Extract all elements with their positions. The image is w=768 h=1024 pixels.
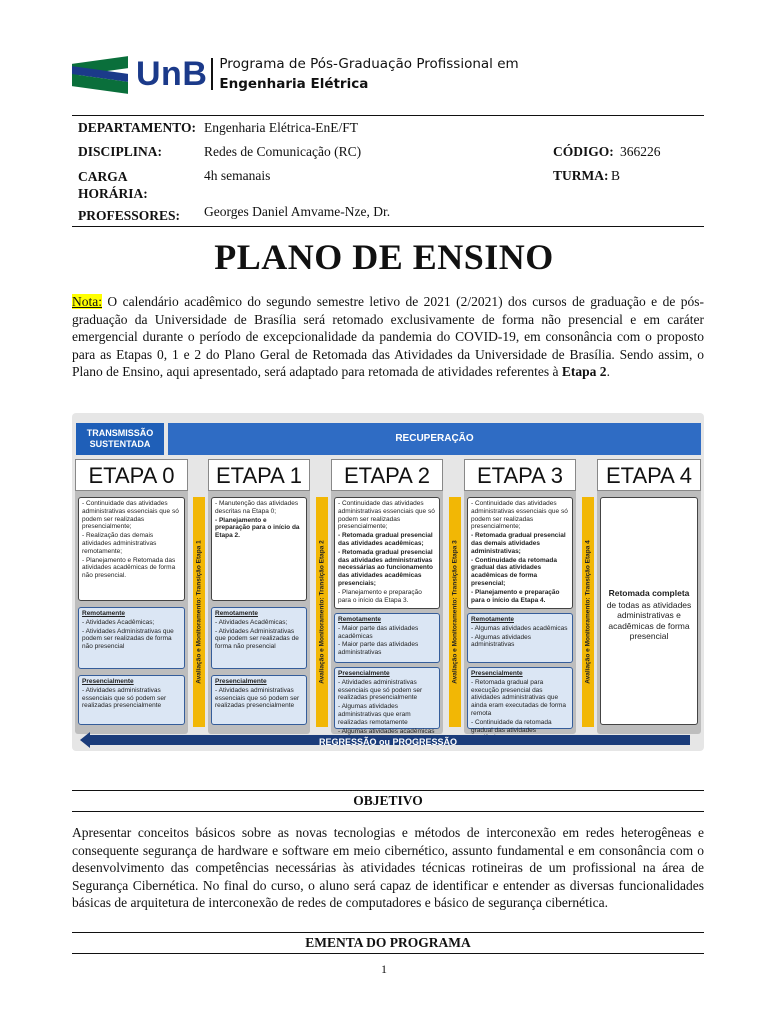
departamento-label: DEPARTAMENTO:	[78, 120, 197, 135]
etapa-4-title: ETAPA 4	[597, 459, 701, 491]
etapa-2-remoto: Remotamente - Maior parte das atividades acadêmicas - Maior parte das atividades administrativas	[334, 613, 440, 663]
objetivo-heading: OBJETIVO	[72, 790, 704, 812]
program-line-1: Programa de Pós-Graduação Profissional em	[219, 56, 519, 72]
etapa-1-presencial: Presencialmente - Atividades administrativas essenciais que só podem ser realizadas presencialmente	[211, 675, 307, 725]
etapa-0-column	[75, 459, 188, 734]
row-carga	[72, 164, 704, 202]
etapa-1-remoto: Remotamente - Atividades Acadêmicas; - Atividades Administrativas que podem ser realizadas de forma não presencial	[211, 607, 307, 669]
transicao-2-bar: Avaliação e Monitoramento: Transição Etapa 2	[316, 497, 328, 727]
page-title: PLANO DE ENSINO	[214, 237, 554, 277]
carga-label: CARGA HORÁRIA:	[78, 169, 148, 201]
carga-value: 4h semanais	[204, 168, 271, 183]
etapa-3-remoto: Remotamente - Algumas atividades acadêmicas - Algumas atividades administrativas	[467, 613, 573, 663]
etapa-0-presencial: Presencialmente - Atividades administrativas essenciais que só podem ser realizadas presencialmente	[78, 675, 185, 725]
turma-label: TURMA:	[553, 168, 609, 183]
disciplina-label: DISCIPLINA:	[78, 144, 163, 159]
transicao-4-bar: Avaliação e Monitoramento: Transição Etapa 4	[582, 497, 594, 727]
codigo-value: 366226	[620, 144, 661, 159]
professores-label: PROFESSORES:	[78, 208, 181, 223]
etapa-1-title: ETAPA 1	[208, 459, 310, 491]
page-number: 1	[381, 962, 387, 976]
turma-value: B	[611, 168, 621, 183]
etapa-3-actions: - Continuidade das atividades administrativas essenciais que só podem ser realizadas presencialmente; - Retomada gradual presencial das demais atividades administrativas; - Continuidade da retomada gradual das atividades acadêmicas de forma presencial; - Planejamento e preparação para o início da Etapa 4.	[467, 497, 573, 609]
nota-text: O calendário acadêmico do segundo semestre letivo de 2021 (2/2021) dos cursos de graduação e de pós-graduação da Universidade de Brasília será retomado exclusivamente de forma não presencial e em caráter emergencial durante o período de excepcionalidade da pandemia do COVID-19, em consonância com o proposto para as Etapas 0, 1 e 2 do Plano Geral de Retomada das Atividades da Universidade de Brasília. Sendo assim, o Plano de Ensino, aqui apresentado, será adaptado para retomada de atividades referentes à	[72, 294, 704, 380]
regressao-label: REGRESSÃO ou PROGRESSÃO	[318, 737, 458, 747]
recuperacao-banner: RECUPERAÇÃO	[168, 423, 701, 455]
row-professores	[72, 202, 704, 226]
etapa-3-column	[464, 459, 576, 734]
logo-divider	[211, 58, 213, 90]
etapa-4-actions: Retomada completa de todas as atividades administrativas e acadêmicas de forma presencial	[600, 497, 698, 725]
etapa-3-presencial: Presencialmente - Retomada gradual para execução presencial das atividades administrativas que ainda eram executadas de forma remota - Continuidade da retomada gradual das atividades	[467, 667, 573, 729]
nota-bold-end: Etapa 2	[561, 364, 607, 380]
etapa-0-title: ETAPA 0	[75, 459, 188, 491]
etapa-3-title: ETAPA 3	[464, 459, 576, 491]
logo-text: UnB	[136, 54, 208, 93]
etapa-1-column	[208, 459, 310, 734]
program-name	[219, 54, 518, 94]
unb-logo-icon	[72, 56, 128, 92]
etapa-2-actions: - Continuidade das atividades administrativas essenciais que só podem ser realizadas presencialmente; - Retomada gradual presencial das atividades acadêmicas; - Retomada gradual presencial das atividades administrativas necessárias ao funcionamento das atividades acadêmicas presenciais; - Planejamento e preparação para o início da Etapa 3.	[334, 497, 440, 609]
codigo-label: CÓDIGO:	[553, 144, 614, 159]
nota-label: Nota:	[72, 294, 102, 309]
objetivo-text: Apresentar conceitos básicos sobre as novas tecnologias e métodos de interconexão em redes heterogêneas e consequente segurança de hardware e software em meio cibernético, assunto fundamental e em consonância com o desenvolvimento das competências necessárias às atividades técnicas rotineiras de um profissional na área de Segurança Cibernética. No final do curso, o aluno será capaz de identificar e entender as diversas funcionalidades básicas de arquitetura de interconexão de redes de computadores e básico de segurança cibernética.	[72, 825, 704, 911]
row-disciplina	[72, 140, 704, 164]
departamento-value: Engenharia Elétrica-EnE/FT	[204, 120, 359, 135]
etapa-0-actions: - Continuidade das atividades administrativas essenciais que só podem ser realizadas presencialmente; - Realização das demais atividades administrativas remotamente; - Planejamento e Retomada das atividades acadêmicas de forma não presencial.	[78, 497, 185, 601]
etapa-2-presencial: Presencialmente - Atividades administrativas essenciais que só podem ser realizadas presencialmente - Algumas atividades administrativas que eram realizadas remotamente - Algumas atividades acadêmicas	[334, 667, 440, 729]
professores-value: Georges Daniel Amvame-Nze, Dr.	[204, 204, 391, 219]
etapa-2-column	[331, 459, 443, 734]
ementa-heading: EMENTA DO PROGRAMA	[72, 932, 704, 954]
page-header	[72, 52, 519, 96]
etapa-0-remoto: Remotamente - Atividades Acadêmicas; - Atividades Administrativas que podem ser realizadas de forma não presencial	[78, 607, 185, 669]
transmissao-banner: TRANSMISSÃO SUSTENTADA	[76, 423, 164, 455]
etapa-1-actions: - Manutenção das atividades descritas na Etapa 0; - Planejamento e preparação para o início da Etapa 2.	[211, 497, 307, 601]
nota-paragraph: Nota: O calendário acadêmico do segundo semestre letivo de 2021 (2/2021) dos cursos de graduação e de pós-graduação da Universidade de Brasília será retomado exclusivamente de forma não presencial e em caráter emergencial durante o período de excepcionalidade da pandemia do COVID-19, em consonância com o proposto para as Etapas 0, 1 e 2 do Plano Geral de Retomada das Atividades da Universidade de Brasília. Sendo assim, o Plano de Ensino, aqui apresentado, será adaptado para retomada de atividades referentes à Etapa 2.	[72, 294, 704, 380]
course-info-table	[72, 115, 704, 227]
etapas-infographic	[72, 413, 704, 751]
transicao-1-bar: Avaliação e Monitoramento: Transição Etapa 1	[193, 497, 205, 727]
row-departamento	[72, 116, 704, 140]
transicao-3-bar: Avaliação e Monitoramento: Transição Etapa 3	[449, 497, 461, 727]
disciplina-value: Redes de Comunicação (RC)	[204, 144, 362, 159]
etapa-4-column	[597, 459, 701, 734]
etapa-2-title: ETAPA 2	[331, 459, 443, 491]
program-line-2: Engenharia Elétrica	[219, 76, 369, 92]
